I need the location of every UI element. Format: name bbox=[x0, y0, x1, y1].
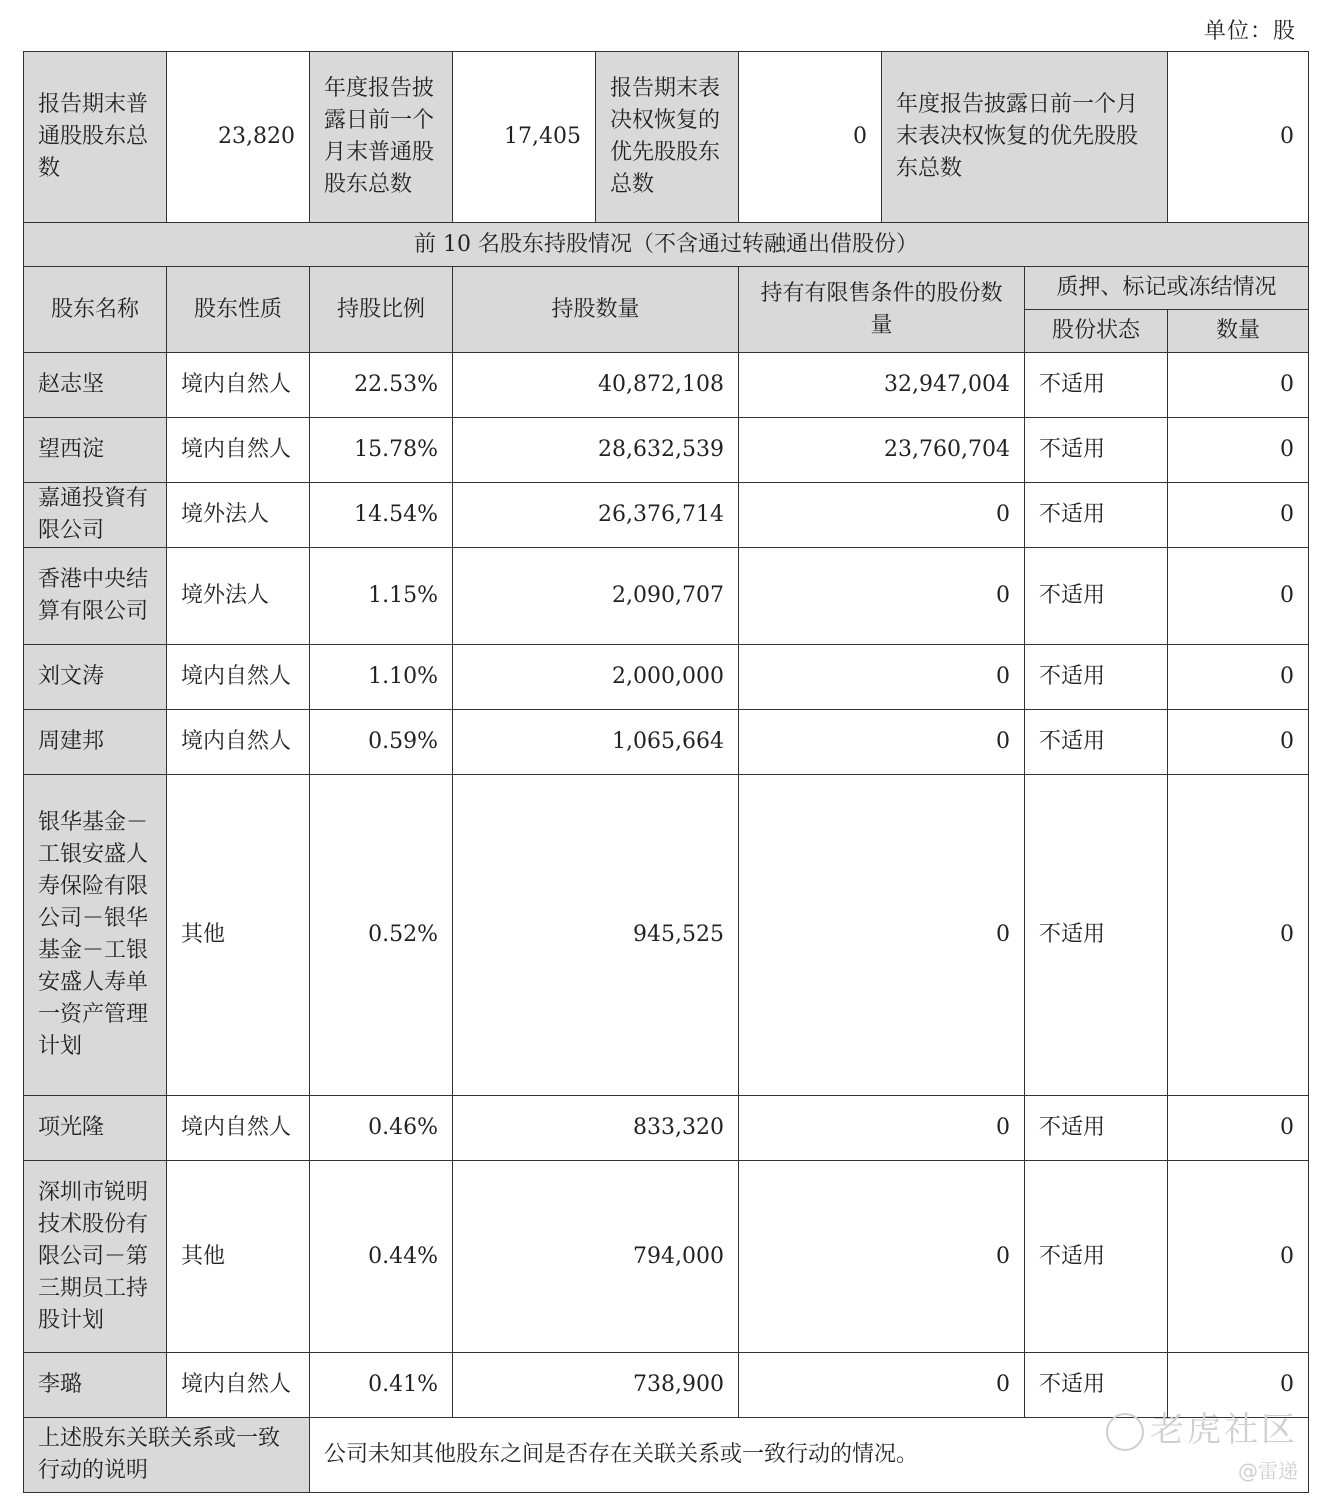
shareholding-ratio: 0.41% bbox=[310, 1353, 453, 1418]
pledge-status: 不适用 bbox=[1025, 353, 1168, 418]
shareholder-name: 赵志坚 bbox=[24, 353, 167, 418]
table-row bbox=[24, 1096, 1309, 1161]
shareholding-qty: 945,525 bbox=[453, 775, 739, 1096]
shareholding-ratio: 1.10% bbox=[310, 645, 453, 710]
pledge-status: 不适用 bbox=[1025, 483, 1168, 548]
shareholding-ratio: 0.59% bbox=[310, 710, 453, 775]
shareholding-ratio: 0.44% bbox=[310, 1161, 453, 1353]
restricted-qty: 0 bbox=[739, 645, 1025, 710]
watermark-logo bbox=[1106, 1402, 1298, 1451]
summary-label-pref-month: 年度报告披露日前一个月末表决权恢复的优先股股东总数 bbox=[882, 52, 1168, 223]
table-row bbox=[24, 710, 1309, 775]
shareholding-ratio: 14.54% bbox=[310, 483, 453, 548]
watermark-brand: 老虎社区 bbox=[1150, 1410, 1298, 1450]
table-row bbox=[24, 418, 1309, 483]
header-count: 数量 bbox=[1168, 310, 1309, 353]
shareholder-name: 银华基金－工银安盛人寿保险有限公司－银华基金－工银安盛人寿单一资产管理计划 bbox=[24, 775, 167, 1096]
pledge-count: 0 bbox=[1168, 775, 1309, 1096]
restricted-qty: 32,947,004 bbox=[739, 353, 1025, 418]
pledge-count: 0 bbox=[1168, 1161, 1309, 1353]
shareholding-qty: 1,065,664 bbox=[453, 710, 739, 775]
shareholding-qty: 794,000 bbox=[453, 1161, 739, 1353]
header-row bbox=[24, 267, 1309, 310]
shareholding-ratio: 22.53% bbox=[310, 353, 453, 418]
restricted-qty: 0 bbox=[739, 548, 1025, 645]
unit-label: 单位：股 bbox=[1203, 19, 1296, 44]
restricted-qty: 0 bbox=[739, 775, 1025, 1096]
shareholder-name: 香港中央结算有限公司 bbox=[24, 548, 167, 645]
shareholder-name: 项光隆 bbox=[24, 1096, 167, 1161]
restricted-qty: 0 bbox=[739, 483, 1025, 548]
shareholder-nature: 境内自然人 bbox=[167, 645, 310, 710]
header-name: 股东名称 bbox=[24, 267, 167, 353]
shareholder-name: 李璐 bbox=[24, 1353, 167, 1418]
shareholder-nature: 境内自然人 bbox=[167, 1096, 310, 1161]
shareholder-nature: 其他 bbox=[167, 1161, 310, 1353]
pledge-status: 不适用 bbox=[1025, 710, 1168, 775]
pledge-count: 0 bbox=[1168, 418, 1309, 483]
restricted-qty: 0 bbox=[739, 1096, 1025, 1161]
shareholder-name: 嘉通投資有限公司 bbox=[24, 483, 167, 548]
header-ratio: 持股比例 bbox=[310, 267, 453, 353]
header-nature: 股东性质 bbox=[167, 267, 310, 353]
table-row bbox=[24, 645, 1309, 710]
shareholder-nature: 境外法人 bbox=[167, 548, 310, 645]
shareholder-nature: 境内自然人 bbox=[167, 418, 310, 483]
shareholding-ratio: 0.52% bbox=[310, 775, 453, 1096]
restricted-qty: 0 bbox=[739, 1161, 1025, 1353]
shareholder-name: 刘文涛 bbox=[24, 645, 167, 710]
pledge-status: 不适用 bbox=[1025, 418, 1168, 483]
pledge-status: 不适用 bbox=[1025, 775, 1168, 1096]
watermark-handle: @雷递 bbox=[1238, 1459, 1298, 1483]
pledge-status: 不适用 bbox=[1025, 1096, 1168, 1161]
header-qty: 持股数量 bbox=[453, 267, 739, 353]
table-row bbox=[24, 1161, 1309, 1353]
summary-label-holders-month: 年度报告披露日前一个月末普通股股东总数 bbox=[310, 52, 453, 223]
restricted-qty: 23,760,704 bbox=[739, 418, 1025, 483]
summary-value-holders-end: 23,820 bbox=[167, 52, 310, 223]
shareholding-ratio: 15.78% bbox=[310, 418, 453, 483]
pledge-status: 不适用 bbox=[1025, 645, 1168, 710]
shareholding-ratio: 0.46% bbox=[310, 1096, 453, 1161]
shareholder-name: 深圳市锐明技术股份有限公司－第三期员工持股计划 bbox=[24, 1161, 167, 1353]
table-row bbox=[24, 548, 1309, 645]
relation-label: 上述股东关联关系或一致行动的说明 bbox=[24, 1418, 310, 1493]
section-title-row bbox=[24, 223, 1309, 267]
header-pledge: 质押、标记或冻结情况 bbox=[1025, 267, 1309, 310]
shareholding-qty: 26,376,714 bbox=[453, 483, 739, 548]
header-restricted: 持有有限售条件的股份数量 bbox=[739, 267, 1025, 353]
shareholder-nature: 其他 bbox=[167, 775, 310, 1096]
table-row bbox=[24, 775, 1309, 1096]
shareholder-name: 望西淀 bbox=[24, 418, 167, 483]
table-row bbox=[24, 353, 1309, 418]
header-status: 股份状态 bbox=[1025, 310, 1168, 353]
shareholder-nature: 境外法人 bbox=[167, 483, 310, 548]
relation-text: 公司未知其他股东之间是否存在关联关系或一致行动的情况。 bbox=[310, 1418, 1309, 1493]
pledge-status: 不适用 bbox=[1025, 548, 1168, 645]
pledge-count: 0 bbox=[1168, 483, 1309, 548]
pledge-count: 0 bbox=[1168, 548, 1309, 645]
pledge-count: 0 bbox=[1168, 1353, 1309, 1418]
shareholding-qty: 2,090,707 bbox=[453, 548, 739, 645]
watermark bbox=[1106, 1402, 1298, 1484]
restricted-qty: 0 bbox=[739, 710, 1025, 775]
summary-row bbox=[24, 52, 1309, 223]
summary-label-pref-end: 报告期末表决权恢复的优先股股东总数 bbox=[596, 52, 739, 223]
watermark-logo-icon bbox=[1106, 1413, 1144, 1451]
pledge-status: 不适用 bbox=[1025, 1161, 1168, 1353]
shareholder-name: 周建邦 bbox=[24, 710, 167, 775]
summary-value-holders-month: 17,405 bbox=[453, 52, 596, 223]
table-row bbox=[24, 483, 1309, 548]
pledge-count: 0 bbox=[1168, 353, 1309, 418]
restricted-qty: 0 bbox=[739, 1353, 1025, 1418]
shareholding-qty: 2,000,000 bbox=[453, 645, 739, 710]
shareholding-qty: 738,900 bbox=[453, 1353, 739, 1418]
pledge-count: 0 bbox=[1168, 710, 1309, 775]
shareholder-nature: 境内自然人 bbox=[167, 353, 310, 418]
shareholder-nature: 境内自然人 bbox=[167, 1353, 310, 1418]
pledge-count: 0 bbox=[1168, 645, 1309, 710]
summary-value-pref-end: 0 bbox=[739, 52, 882, 223]
shareholder-table bbox=[23, 51, 1309, 1493]
section-title: 前 10 名股东持股情况（不含通过转融通出借股份） bbox=[24, 223, 1309, 267]
shareholder-nature: 境内自然人 bbox=[167, 710, 310, 775]
summary-value-pref-month: 0 bbox=[1168, 52, 1309, 223]
pledge-status: 不适用 bbox=[1025, 1353, 1168, 1418]
shareholding-qty: 833,320 bbox=[453, 1096, 739, 1161]
summary-label-holders-end: 报告期末普通股股东总数 bbox=[24, 52, 167, 223]
pledge-count: 0 bbox=[1168, 1096, 1309, 1161]
shareholding-qty: 40,872,108 bbox=[453, 353, 739, 418]
shareholding-ratio: 1.15% bbox=[310, 548, 453, 645]
shareholding-qty: 28,632,539 bbox=[453, 418, 739, 483]
